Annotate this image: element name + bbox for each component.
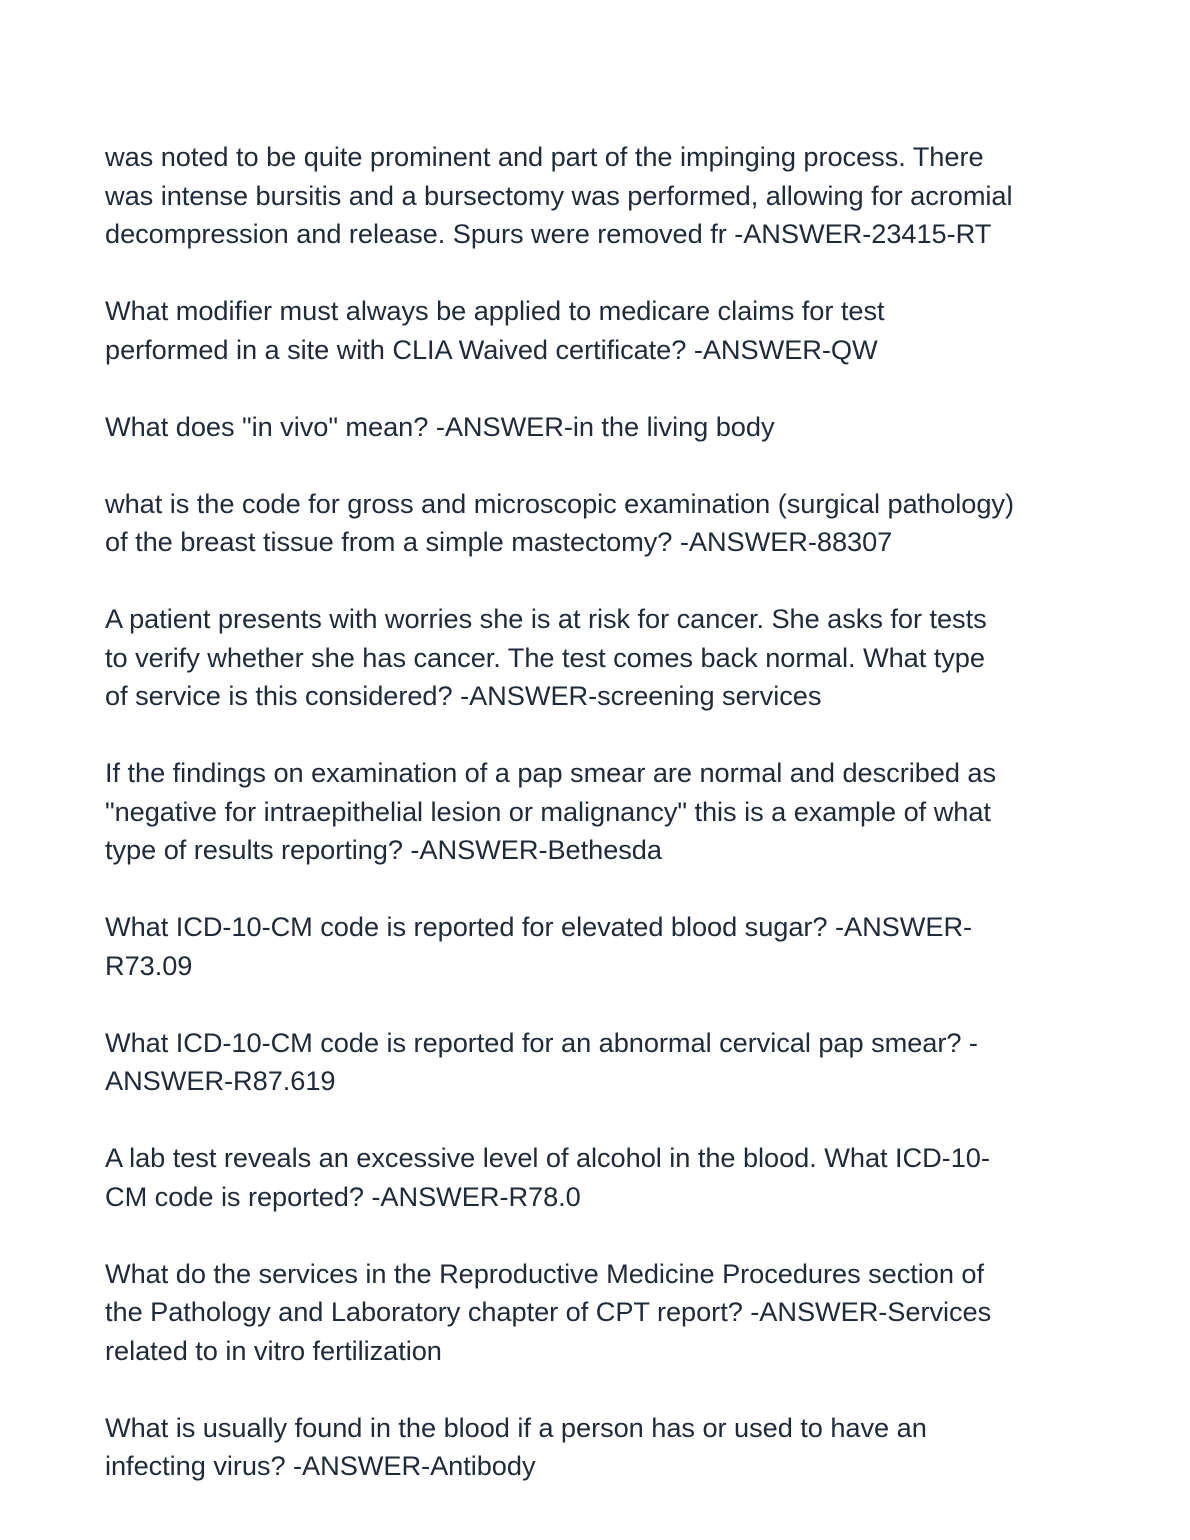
qa-block-in-vivo: [105, 408, 1105, 447]
text-line: If the findings on examination of a pap smear are normal and described as: [105, 757, 997, 788]
text-line: "negative for intraepithelial lesion or malignancy" this is a example of what: [105, 795, 991, 827]
qa-block-elevated-blood-sugar: [105, 908, 1105, 985]
qa-block-bethesda: [105, 754, 1105, 870]
text-line: CM code is reported? -ANSWER-R78.0: [105, 1180, 581, 1212]
qa-block-antibody: [105, 1409, 1105, 1486]
text-line: of service is this considered? -ANSWER-screening services: [105, 680, 822, 711]
text-line: infecting virus? -ANSWER-Antibody: [105, 1450, 536, 1481]
text-line: A patient presents with worries she is at risk for cancer. She asks for tests: [105, 603, 987, 634]
text-line: to verify whether she has cancer. The test comes back normal. What type: [105, 641, 985, 673]
text-line: type of results reporting? -ANSWER-Bethesda: [105, 834, 662, 865]
text-line: the Pathology and Laboratory chapter of CPT report? -ANSWER-Services: [105, 1296, 992, 1327]
text-line: was intense bursitis and a bursectomy was performed, allowing for acromial: [105, 179, 1013, 211]
text-line: What ICD-10-CM code is reported for elevated blood sugar? -ANSWER-: [105, 911, 973, 942]
text-line: what is the code for gross and microscopic examination (surgical pathology): [105, 487, 1014, 519]
text-line: A lab test reveals an excessive level of alcohol in the blood. What ICD-10-: [105, 1142, 990, 1173]
qa-block-abnormal-pap-smear: [105, 1024, 1105, 1101]
text-line: What do the services in the Reproductive Medicine Procedures section of: [105, 1257, 984, 1289]
text-line: was noted to be quite prominent and part of the impinging process. There: [105, 141, 984, 172]
text-line: of the breast tissue from a simple mastectomy? -ANSWER-88307: [105, 526, 893, 557]
qa-block-blood-alcohol: [105, 1139, 1105, 1216]
qa-block-surgical-pathology: [105, 485, 1105, 562]
text-line: What ICD-10-CM code is reported for an abnormal cervical pap smear? -: [105, 1026, 978, 1058]
qa-block-screening-services: [105, 600, 1105, 716]
text-line: related to in vitro fertilization: [105, 1334, 442, 1366]
document-body: [105, 138, 1105, 1524]
qa-block-reproductive-medicine: [105, 1255, 1105, 1371]
text-line: What does "in vivo" mean? -ANSWER-in the living body: [105, 410, 775, 442]
text-line: ANSWER-R87.619: [105, 1065, 336, 1096]
text-line: decompression and release. Spurs were removed fr -ANSWER-23415-RT: [105, 218, 992, 249]
text-line: What is usually found in the blood if a person has or used to have an: [105, 1411, 927, 1443]
text-line: performed in a site with CLIA Waived certificate? -ANSWER-QW: [105, 333, 878, 365]
text-line: What modifier must always be applied to medicare claims for test: [105, 295, 885, 326]
qa-block-shoulder-decompression: [105, 138, 1105, 254]
text-line: R73.09: [105, 949, 193, 981]
qa-block-clia-modifier: [105, 292, 1105, 369]
